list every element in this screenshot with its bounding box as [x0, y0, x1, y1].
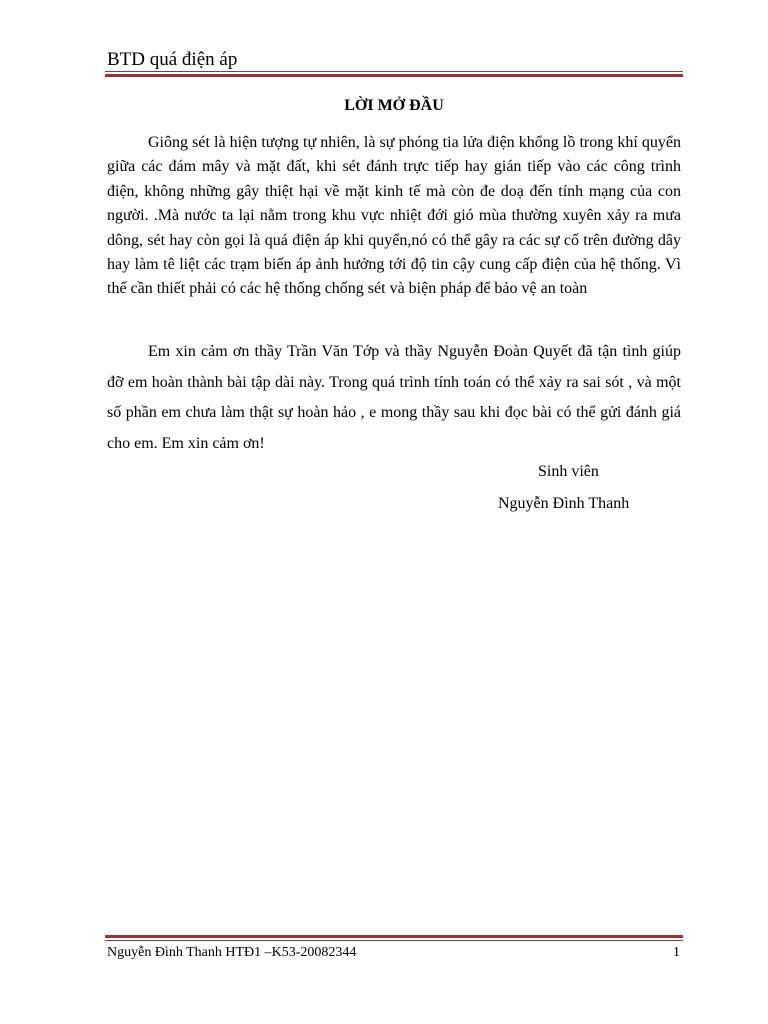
footer-divider [105, 935, 683, 941]
header-divider [105, 71, 683, 77]
page-header-title: BTD quá điện áp [107, 49, 238, 70]
document-heading: LỜI MỞ ĐẦU [344, 97, 444, 114]
signature-name: Nguyễn Đình Thanh [498, 495, 630, 512]
intro-paragraph: Giông sét là hiện tượng tự nhiên, là sự phóng tia lửa điện khổng lồ trong khí quyển giữa các đám mây và mặt đất, khi sét đánh trực tiếp hay gián tiếp vào các công trình điện, không những gây thiệt hại về mặt kinh tế mà còn đe doạ đến tính mạng của con người. .Mà nước ta lại nằm trong khu vực nhiệt đới gió mùa thường xuyên xảy ra mưa dông, sét hay còn gọi là quá điện áp khi quyển,nó có thể gây ra các sự cố trên đường dây hay làm tê liệt các trạm biến áp ảnh hưởng tới độ tin cậy cung cấp điện của hệ thống. Vì thế cần thiết phải có các hệ thống chống sét và biện pháp để bảo vệ an toàn [107, 134, 681, 298]
footer-author: Nguyễn Đình Thanh HTĐ1 –K53-20082344 [107, 945, 357, 960]
signature-role: Sinh viên [538, 463, 599, 480]
thanks-paragraph: Em xin cảm ơn thầy Trần Văn Tớp và thầy Nguyễn Đoàn Quyết đã tận tình giúp đỡ em hoàn thành bài tập dài này. Trong quá trình tính toán có thể xảy ra sai sót , và một số phần em chưa làm thật sự hoàn hảo , e mong thầy sau khi đọc bài có thể gửi đánh giá cho em. Em xin cảm ơn! [107, 343, 681, 452]
page-number: 1 [673, 945, 680, 960]
